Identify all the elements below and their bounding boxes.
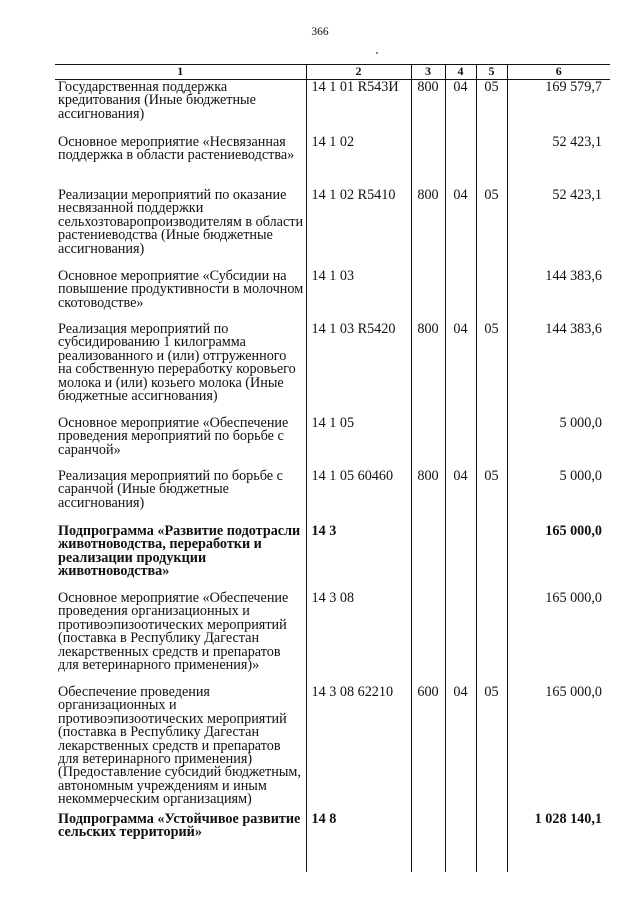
subsection-cell: 05 bbox=[476, 80, 507, 136]
item-name-cell: Основное мероприятие «Несвязанная поддержка в области растениеводства» bbox=[58, 134, 295, 164]
amount-cell: 165 000,0 bbox=[507, 591, 610, 685]
table-continuation bbox=[55, 867, 610, 872]
amount-cell: 144 383,6 bbox=[507, 269, 610, 322]
amount-cell: 165 000,0 bbox=[507, 685, 610, 812]
table-row bbox=[55, 269, 610, 322]
amount-cell: 169 579,7 bbox=[507, 80, 610, 136]
amount-cell: 144 383,6 bbox=[507, 322, 610, 416]
expense-type-cell: 800 bbox=[411, 469, 445, 524]
item-name-cell: Реализации мероприятий по оказание несвязанной поддержки сельхозтоваропроизводителям в области растениеводства (Иные бюджетные ассигнования) bbox=[58, 187, 304, 257]
item-name-cell: Государственная поддержка кредитования (Иные бюджетные ассигнования) bbox=[58, 79, 256, 122]
expense-type-cell bbox=[411, 591, 445, 685]
target-code-cell: 14 3 bbox=[306, 524, 411, 591]
subsection-cell bbox=[476, 524, 507, 591]
target-code-cell: 14 1 01 R543И bbox=[306, 80, 411, 136]
subsection-cell bbox=[476, 591, 507, 685]
budget-table bbox=[55, 64, 610, 872]
item-name-cell: Реализация мероприятий по субсидированию 1 килограмма реализованного и (или) отгруженного на собственную переработку коровьего молока и (или) козьего молока (Иные бюджетные ассигнования) bbox=[58, 321, 296, 405]
scan-speck bbox=[376, 52, 378, 54]
subsection-cell: 05 bbox=[476, 188, 507, 269]
table-row bbox=[55, 812, 610, 867]
item-name-cell: Основное мероприятие «Обеспечение проведения мероприятий по борьбе с саранчой» bbox=[58, 415, 289, 458]
target-code-cell: 14 8 bbox=[306, 812, 411, 867]
target-code-cell: 14 1 02 bbox=[306, 135, 411, 188]
amount-cell: 1 028 140,1 bbox=[507, 812, 610, 867]
column-number: 5 bbox=[476, 65, 507, 80]
target-code-cell: 14 1 02 R5410 bbox=[306, 188, 411, 269]
expense-type-cell: 800 bbox=[411, 80, 445, 136]
amount-cell: 5 000,0 bbox=[507, 416, 610, 469]
expense-type-cell: 800 bbox=[411, 322, 445, 416]
column-number: 2 bbox=[306, 65, 411, 80]
subsection-cell bbox=[476, 269, 507, 322]
table-row bbox=[55, 188, 610, 269]
target-code-cell: 14 1 05 60460 bbox=[306, 469, 411, 524]
table-row bbox=[55, 469, 610, 524]
expense-type-cell bbox=[411, 812, 445, 867]
section-cell: 04 bbox=[445, 469, 476, 524]
table-row bbox=[55, 685, 610, 812]
subsection-cell: 05 bbox=[476, 685, 507, 812]
amount-cell: 5 000,0 bbox=[507, 469, 610, 524]
column-number: 3 bbox=[411, 65, 445, 80]
target-code-cell: 14 1 05 bbox=[306, 416, 411, 469]
table-row bbox=[55, 416, 610, 469]
item-name-cell: Подпрограмма «Развитие подотрасли животноводства, переработки и реализации продукции животноводства» bbox=[58, 523, 301, 580]
section-cell bbox=[445, 812, 476, 867]
target-code-cell: 14 3 08 bbox=[306, 591, 411, 685]
column-number: 1 bbox=[55, 65, 306, 80]
page-number: 366 bbox=[311, 26, 329, 38]
expense-type-cell bbox=[411, 135, 445, 188]
column-number: 6 bbox=[507, 65, 610, 80]
item-name-cell: Подпрограмма «Устойчивое развитие сельских территорий» bbox=[58, 811, 301, 841]
empty-cell bbox=[476, 867, 507, 872]
empty-cell bbox=[55, 867, 306, 872]
section-cell bbox=[445, 524, 476, 591]
target-code-cell: 14 1 03 bbox=[306, 269, 411, 322]
section-cell: 04 bbox=[445, 322, 476, 416]
section-cell bbox=[445, 416, 476, 469]
table-row bbox=[55, 524, 610, 591]
column-number: 4 bbox=[445, 65, 476, 80]
subsection-cell bbox=[476, 416, 507, 469]
table-row bbox=[55, 322, 610, 416]
section-cell: 04 bbox=[445, 188, 476, 269]
empty-cell bbox=[445, 867, 476, 872]
subsection-cell bbox=[476, 135, 507, 188]
empty-cell bbox=[411, 867, 445, 872]
item-name-cell: Обеспечение проведения организационных и противоэпизоотических мероприятий (поставка в Республику Дагестан лекарственных средств и препаратов для ветеринарного применения) (Предоставление субсидий бюджетным, автономным учреждениям и иным некоммерческим организациям) bbox=[58, 684, 301, 808]
section-cell: 04 bbox=[445, 80, 476, 136]
table-row bbox=[55, 80, 610, 136]
expense-type-cell: 800 bbox=[411, 188, 445, 269]
target-code-cell: 14 1 03 R5420 bbox=[306, 322, 411, 416]
table-row bbox=[55, 591, 610, 685]
subsection-cell: 05 bbox=[476, 469, 507, 524]
section-cell bbox=[445, 135, 476, 188]
target-code-cell: 14 3 08 62210 bbox=[306, 685, 411, 812]
section-cell bbox=[445, 269, 476, 322]
table-row bbox=[55, 135, 610, 188]
empty-cell bbox=[507, 867, 610, 872]
item-name-cell: Основное мероприятие «Субсидии на повышение продуктивности в молочном скотоводстве» bbox=[58, 268, 304, 311]
column-number-row bbox=[55, 65, 610, 80]
subsection-cell: 05 bbox=[476, 322, 507, 416]
item-name-cell: Реализация мероприятий по борьбе с саранчой (Иные бюджетные ассигнования) bbox=[58, 468, 283, 511]
expense-type-cell bbox=[411, 269, 445, 322]
amount-cell: 165 000,0 bbox=[507, 524, 610, 591]
amount-cell: 52 423,1 bbox=[507, 188, 610, 269]
expense-type-cell: 600 bbox=[411, 685, 445, 812]
expense-type-cell bbox=[411, 524, 445, 591]
empty-cell bbox=[306, 867, 411, 872]
item-name-cell: Основное мероприятие «Обеспечение проведения организационных и противоэпизоотических мероприятий (поставка в Республику Дагестан лекарственных средств и препаратов для ветеринарного применения)» bbox=[58, 590, 289, 674]
section-cell: 04 bbox=[445, 685, 476, 812]
amount-cell: 52 423,1 bbox=[507, 135, 610, 188]
section-cell bbox=[445, 591, 476, 685]
expense-type-cell bbox=[411, 416, 445, 469]
subsection-cell bbox=[476, 812, 507, 867]
